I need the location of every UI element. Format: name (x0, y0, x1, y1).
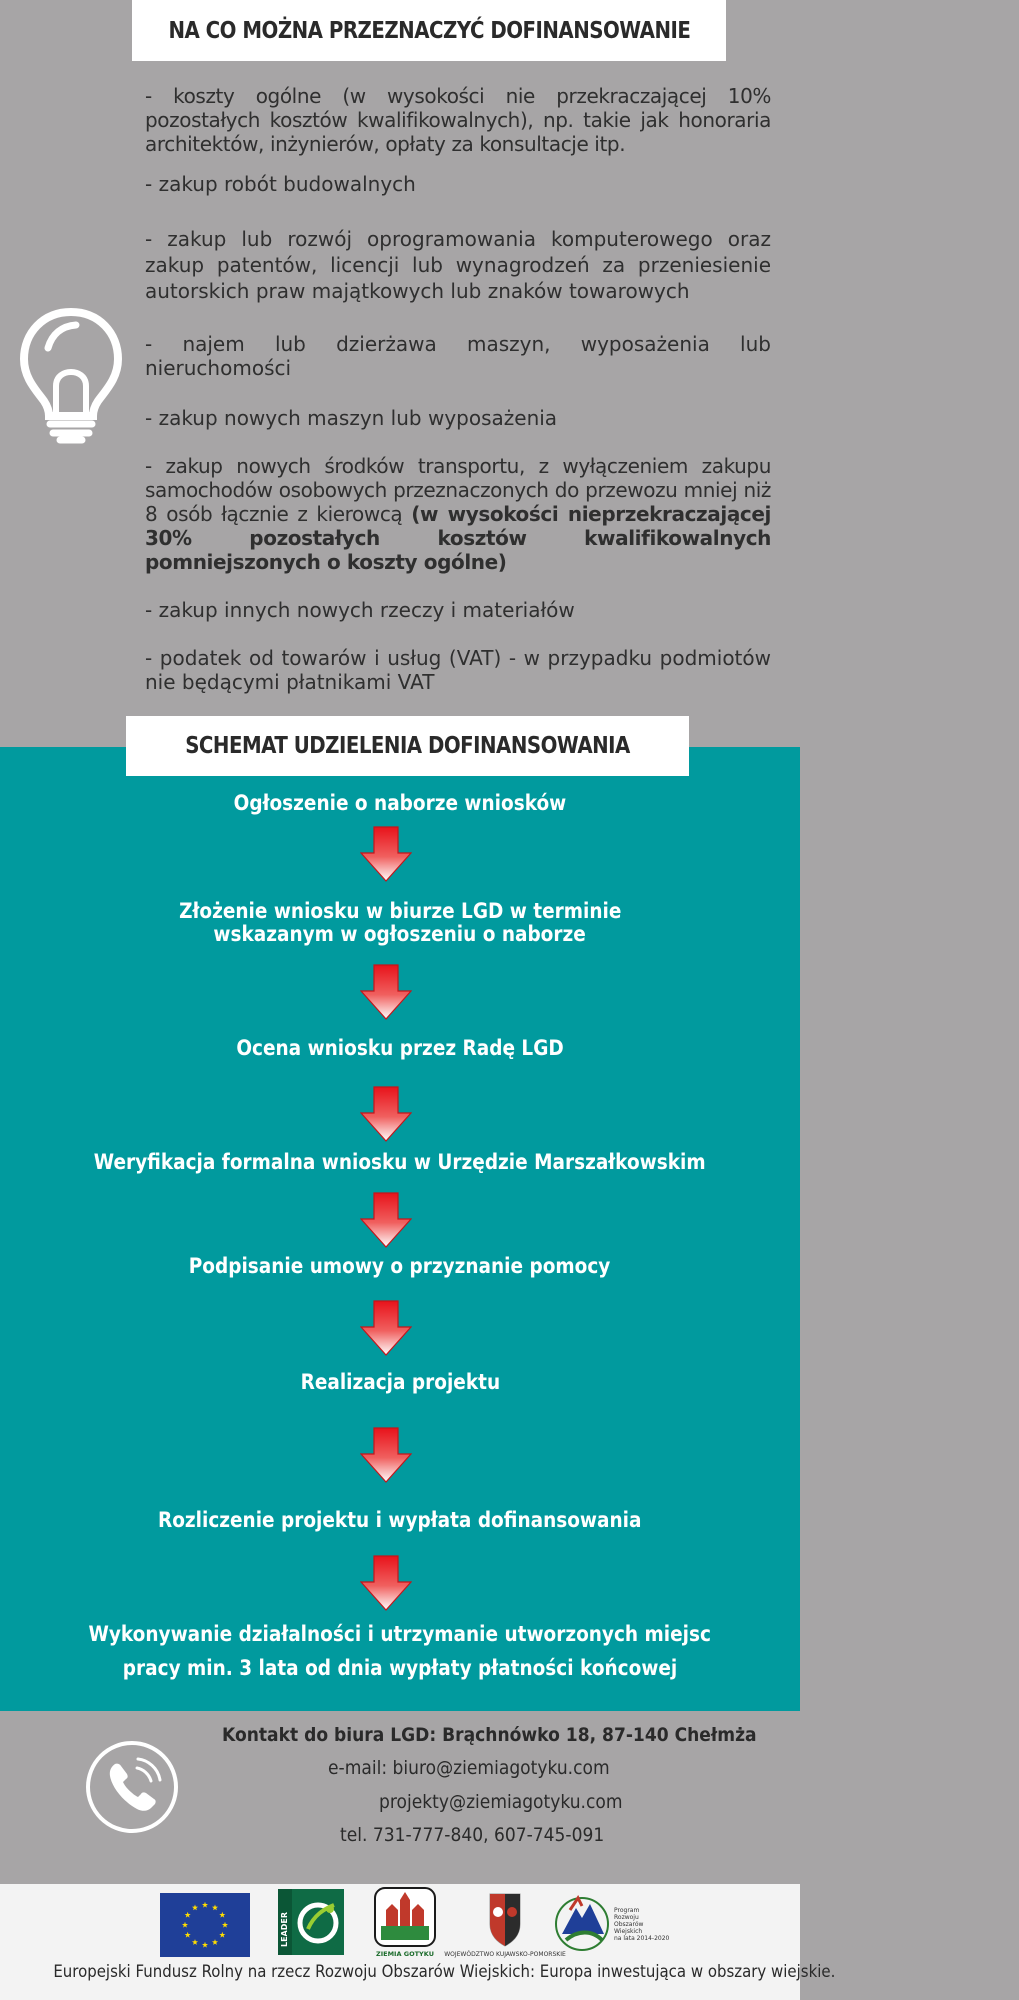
leader-logo-text: LEADER (280, 1911, 289, 1947)
arrow-down-icon (360, 1086, 412, 1142)
cost-item: - koszty ogólne (w wysokości nie przekraczającej 10% pozostałych kosztów kwalifikowalnych), np. takie jak honoraria architektów, inżynierów, opłaty za konsultacje itp. (145, 84, 771, 156)
scheme-step: Realizacja projektu (300, 1370, 500, 1394)
eu-flag-logo (160, 1893, 250, 1957)
contact-email-2[interactable]: projekty@ziemiagotyku.com (379, 1791, 623, 1813)
region-crest-logo (444, 1890, 566, 1960)
phone-icon (85, 1740, 179, 1834)
scheme-step: Podpisanie umowy o przyznanie pomocy (189, 1254, 611, 1278)
ziemia-gotyku-text: ZIEMIA GOTYKU (376, 1950, 434, 1958)
svg-text:Wiejskich: Wiejskich (614, 1928, 643, 1935)
cost-item: - zakup nowych maszyn lub wyposażenia (145, 406, 558, 430)
scheme-title: SCHEMAT UDZIELENIA DOFINANSOWANIA (185, 733, 630, 759)
arrow-down-icon (360, 1192, 412, 1248)
cost-item: - podatek od towarów i usług (VAT) - w przypadku podmiotów nie będącymi płatnikami VAT (145, 646, 771, 694)
lightbulb-icon (18, 306, 124, 446)
leader-logo (278, 1889, 344, 1955)
scheme-step-line2: wskazanym w ogłoszeniu o naborze (213, 922, 587, 946)
contact-phone[interactable]: tel. 731-777-840, 607-745-091 (340, 1824, 605, 1846)
cost-item: - najem lub dzierżawa maszyn, wyposażenia lub nieruchomości (145, 332, 771, 380)
cost-item: - zakup lub rozwój oprogramowania komputerowego oraz zakup patentów, licencji lub wynagrodzeń za przeniesienie autorskich praw majątkowych lub znaków towarowych (145, 227, 771, 303)
scheme-step: Weryfikacja formalna wniosku w Urzędzie Marszałkowskim (94, 1150, 706, 1174)
arrow-down-icon (360, 964, 412, 1020)
scheme-step-line2: pracy min. 3 lata od dnia wypłaty płatności końcowej (122, 1656, 678, 1680)
cost-item: - zakup nowych środków transportu, z wyłączeniem zakupu samochodów osobowych przeznaczonych do przewozu mniej niż 8 osób łącznie z kierowcą (w wysokości nieprzekraczającej 30% pozostałych kosztów kwalifikowalnych pomniejszonych o koszty ogólne) (145, 454, 771, 574)
scheme-step: Ogłoszenie o naborze wniosków (233, 791, 567, 815)
region-crest-text: WOJEWÓDZTWO KUJAWSKO-POMORSKIE (444, 1951, 566, 1958)
ziemia-gotyku-logo (372, 1886, 438, 1960)
scheme-step: Ocena wniosku przez Radę LGD (236, 1036, 564, 1060)
cost-item: - zakup robót budowalnych (145, 172, 416, 196)
arrow-down-icon (360, 1555, 412, 1611)
prow-logo (552, 1890, 670, 1956)
svg-text:Obszarów: Obszarów (614, 1921, 644, 1928)
contact-email[interactable]: e-mail: biuro@ziemiagotyku.com (328, 1757, 610, 1779)
costs-title-box (132, 0, 726, 61)
scheme-step: Rozliczenie projektu i wypłata dofinansowania (158, 1508, 642, 1532)
arrow-down-icon (360, 1300, 412, 1356)
costs-title: NA CO MOŻNA PRZEZNACZYĆ DOFINANSOWANIE (168, 17, 690, 44)
arrow-down-icon (360, 826, 412, 882)
scheme-title-box (126, 716, 689, 776)
footer-text: Europejski Fundusz Rolny na rzecz Rozwoju Obszarów Wiejskich: Europa inwestująca w obszary wiejskie. (53, 1962, 836, 1982)
arrow-down-icon (360, 1427, 412, 1483)
svg-text:na lata 2014-2020: na lata 2014-2020 (614, 1935, 670, 1942)
prow-text: Program (614, 1907, 640, 1914)
cost-item-bold: (w wysokości nieprzekraczającej 30% pozostałych kosztów kwalifikowalnych pomniejszonych o koszty ogólne) (145, 502, 771, 574)
svg-text:Rozwoju: Rozwoju (614, 1914, 639, 1921)
contact-office: Kontakt do biura LGD: Brąchnówko 18, 87-140 Chełmża (222, 1724, 757, 1746)
cost-item: - zakup innych nowych rzeczy i materiałów (145, 598, 575, 622)
scheme-step: Złożenie wniosku w biurze LGD w terminie (178, 899, 622, 923)
scheme-step: Wykonywanie działalności i utrzymanie utworzonych miejsc (88, 1622, 712, 1646)
